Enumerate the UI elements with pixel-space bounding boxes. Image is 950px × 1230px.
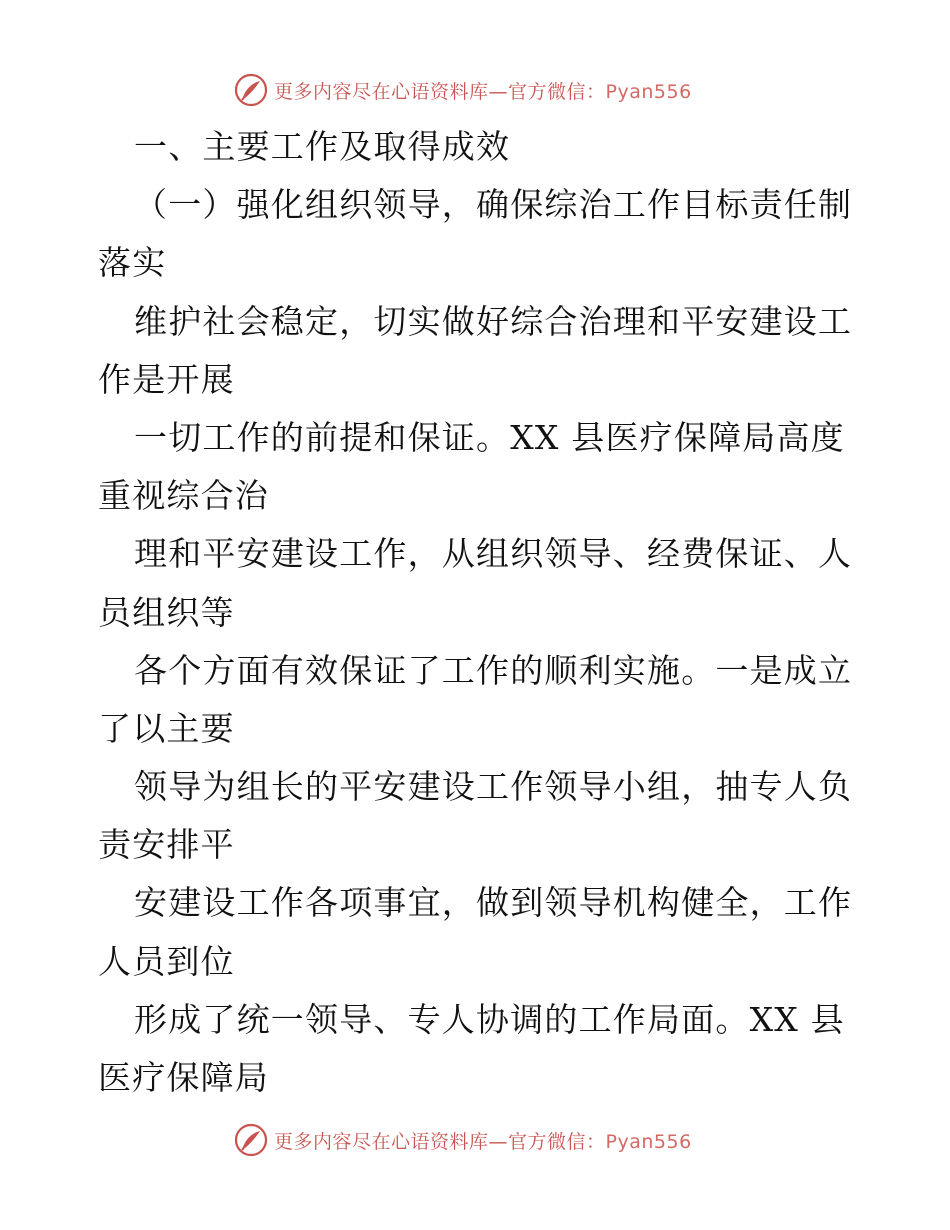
- watermark-text: 更多内容尽在心语资料库—官方微信：Pyan556: [274, 1130, 692, 1153]
- body-line: 了以主要: [98, 708, 235, 748]
- body-line: 落实: [98, 243, 167, 283]
- footer-watermark: [234, 1122, 754, 1158]
- body-line: 责安排平: [98, 825, 235, 865]
- body-line: 重视综合治: [98, 476, 269, 516]
- quill-logo-icon: [234, 1123, 268, 1157]
- body-line: 安建设工作各项事宜，做到领导机构健全，工作: [134, 883, 853, 923]
- body-line: 理和平安建设工作，从组织领导、经费保证、人: [134, 534, 853, 574]
- body-line: 一切工作的前提和保证。XX 县医疗保障局高度: [134, 417, 845, 457]
- body-line: 员组织等: [98, 592, 235, 632]
- document-body: [98, 118, 858, 1107]
- body-line: 维护社会稳定，切实做好综合治理和平安建设工: [134, 301, 853, 341]
- watermark-handle: Pyan556: [605, 1130, 692, 1153]
- watermark-handle: Pyan556: [605, 80, 692, 103]
- header-watermark: [234, 72, 754, 108]
- body-line: 各个方面有效保证了工作的顺利实施。一是成立: [134, 650, 853, 690]
- body-line: 作是开展: [98, 359, 235, 399]
- body-line: 人员到位: [98, 941, 235, 981]
- body-line: 医疗保障局: [98, 1058, 269, 1097]
- watermark-text: 更多内容尽在心语资料库—官方微信：Pyan556: [274, 80, 692, 103]
- body-line: 一、主要工作及取得成效: [134, 127, 511, 166]
- body-line: （一）强化组织领导，确保综治工作目标责任制: [134, 185, 853, 225]
- body-line: 领导为组长的平安建设工作领导小组，抽专人负: [134, 767, 853, 807]
- body-line: 形成了统一领导、专人协调的工作局面。XX 县: [134, 999, 845, 1039]
- quill-logo-icon: [234, 73, 268, 107]
